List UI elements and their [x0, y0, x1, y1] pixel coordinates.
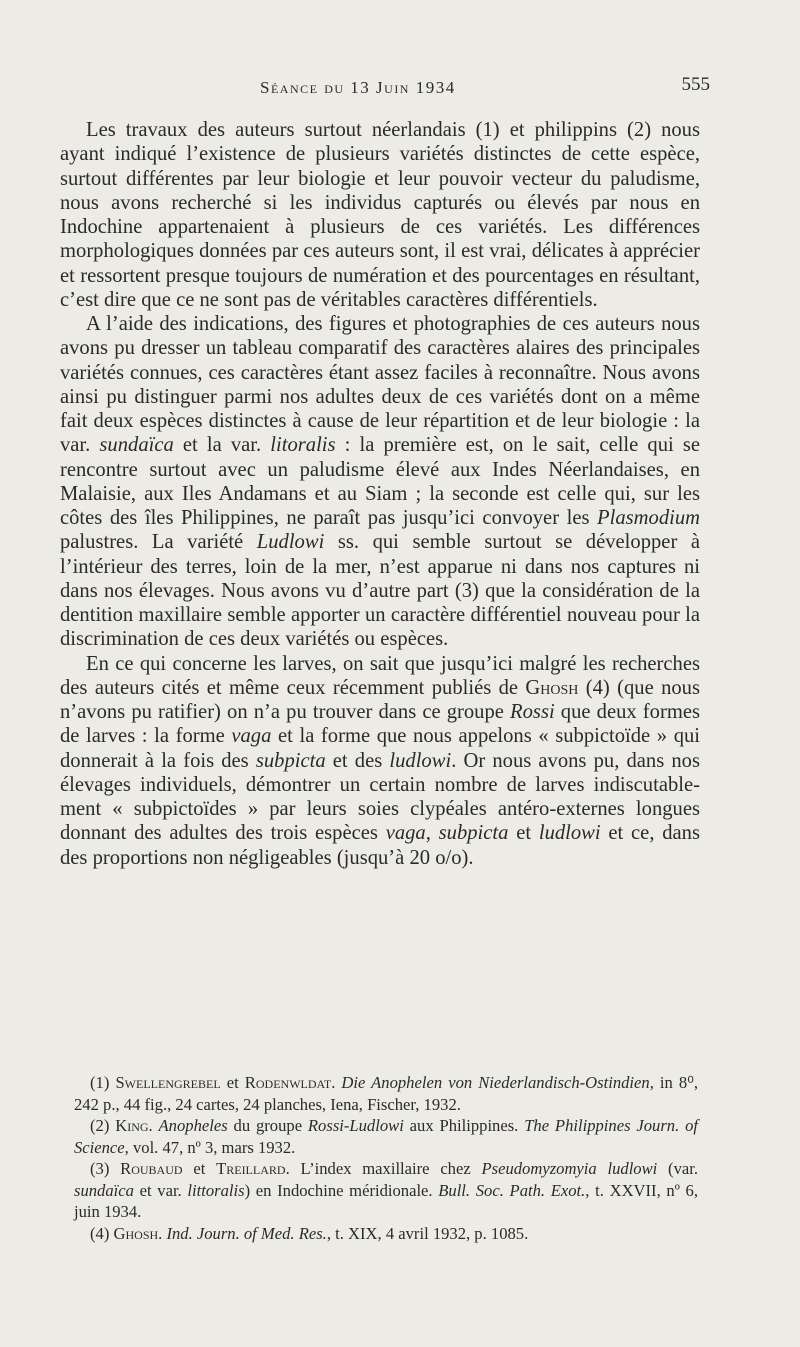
author-name: Rodenwldat [244, 1073, 332, 1092]
italic-run: ludlowi [538, 822, 601, 845]
footnote: (4) Ghosh. Ind. Journ. of Med. Res., t. XIX, 4 avril 1932, p. 1085. [90, 1223, 529, 1243]
italic-run: vaga [231, 725, 272, 748]
body-text [60, 118, 700, 870]
page-header [70, 70, 710, 102]
italic-run: ludlowi [389, 749, 452, 772]
italic-run: Anopheles [158, 1116, 228, 1135]
italic-run: Rossi-Ludlowi [307, 1116, 404, 1135]
footnote: (2) King. Anopheles du groupe Rossi-Ludlowi aux Philippines. The Philippines Journ. of Science, vol. 47, nº 3, mars 1932. [74, 1116, 699, 1157]
italic-run: Pseudomyzomyia ludlowi [481, 1159, 658, 1178]
italic-run: vaga [385, 822, 426, 845]
italic-run: littoralis [187, 1180, 245, 1200]
italic-run: Rossi [510, 701, 555, 723]
italic-run: subpicta [255, 749, 326, 772]
author-name: Ghosh [113, 1223, 159, 1243]
page-number: 555 [681, 74, 710, 95]
paragraph: En ce qui concerne les larves, on sait que jusqu’ici malgré les recherches des auteurs cités et même ceux récemment publiés de Ghosh (4) (que nous n’avons pu ratifier) on n’a pu trouver dans ce groupe Rossi que deux formes de larves : la forme vaga et la forme que nous appelons « subpictoïde » qui donnerait à la fois des subpicta et des ludlowi. Or nous avons pu, dans nos élevages individuels, démontrer un certain nombre de larves indiscutablement « subpictoïdes » par leurs soies clypéales antéro-externes longues donnant des adultes des trois espèces vaga, subpicta et ludlowi et ce, dans des proportions non négligeables (jusqu’à 20 o/o). [60, 652, 701, 869]
italic-run: litoralis [270, 434, 336, 457]
author-name: Ghosh [525, 676, 579, 699]
author-name: King [115, 1116, 149, 1135]
italic-run: Ind. Journ. of Med. Res. [166, 1223, 327, 1243]
footnote: (3) Roubaud et Treillard. L’index maxillaire chez Pseudomyzomyia ludlowi (var. sundaïca et var. littoralis) en Indochine méridionale. Bull. Soc. Path. Exot., t. XXVII, nº 6, juin 1934. [74, 1159, 699, 1221]
italic-run: sundaïca [99, 434, 174, 457]
author-name: Swellengrebel [115, 1073, 221, 1092]
author-name: Roubaud [120, 1159, 183, 1178]
italic-run: Bull. Soc. Path. Exot. [438, 1180, 586, 1200]
italic-run: sundaïca [74, 1180, 134, 1200]
italic-run: Plasmodium [597, 507, 700, 529]
italic-run: Die Anophelen von Niederlandisch-Ostindien [341, 1073, 650, 1092]
footnotes [74, 1072, 698, 1244]
paragraph: A l’aide des indications, des figures et photographies de ces auteurs nous avons pu dresser un tableau comparatif des caractères alaires des principales variétés connues, ces caractères étant assez faciles à reconnaître. Nous avons ainsi pu distinguer parmi nos adultes deux de ces variétés dont on a même fait deux espèces distinctes à cause de leur répartition et de leur biologie : la var. sundaïca et la var. litoralis : la première est, on le sait, celle qui se rencontre surtout avec un paludisme élevé aux Indes Néerlandaises, en Malaisie, aux Iles Andamans et au Siam ; la seconde est celle qui, sur les côtes des îles Philippines, ne paraît pas jusqu’ici convoyer les Plasmodium palustres. La variété Ludlowi ss. qui semble surtout se développer à l’intérieur des terres, loin de la mer, n’est apparue ni dans nos captures ni dans nos élevages. Nous avons vu d’autre part (3) que la considération de la dentition maxillaire semble apporter un caractère différentiel nouveau pour la discrimination de ces deux variétés ou espèces. [60, 313, 700, 651]
paragraph: Les travaux des auteurs surtout néerlandais (1) et philippins (2) nous ayant indiqué l’existence de plusieurs variétés distinctes de cette espèce, surtout différentes par leur biologie et leur pouvoir vecteur du paludisme, nous avons recherché si les individus capturés ou élevés par nous en Indochine appartenaient à plusieurs de ces variétés. Les différences morphologiques données par ces auteurs sont, il est vrai, délicates à apprécier et ressortent presque toujours de numération et des pourcentages en résultant, c’est dire que ce ne sont pas de véritables caractères différentiels. [60, 119, 700, 311]
italic-run: subpicta [438, 822, 509, 845]
running-title: Séance du 13 Juin 1934 [260, 78, 456, 97]
footnote: (1) Swellengrebel et Rodenwldat. Die Anophelen von Niederlandisch-Ostindien, in 8⁰, 242 p., 44 fig., 24 cartes, 24 planches, Iena, Fischer, 1932. [74, 1073, 698, 1114]
italic-run: The Philippines Journ. of Science [74, 1116, 699, 1157]
italic-run: Ludlowi [256, 531, 325, 554]
author-name: Treillard [216, 1159, 286, 1178]
